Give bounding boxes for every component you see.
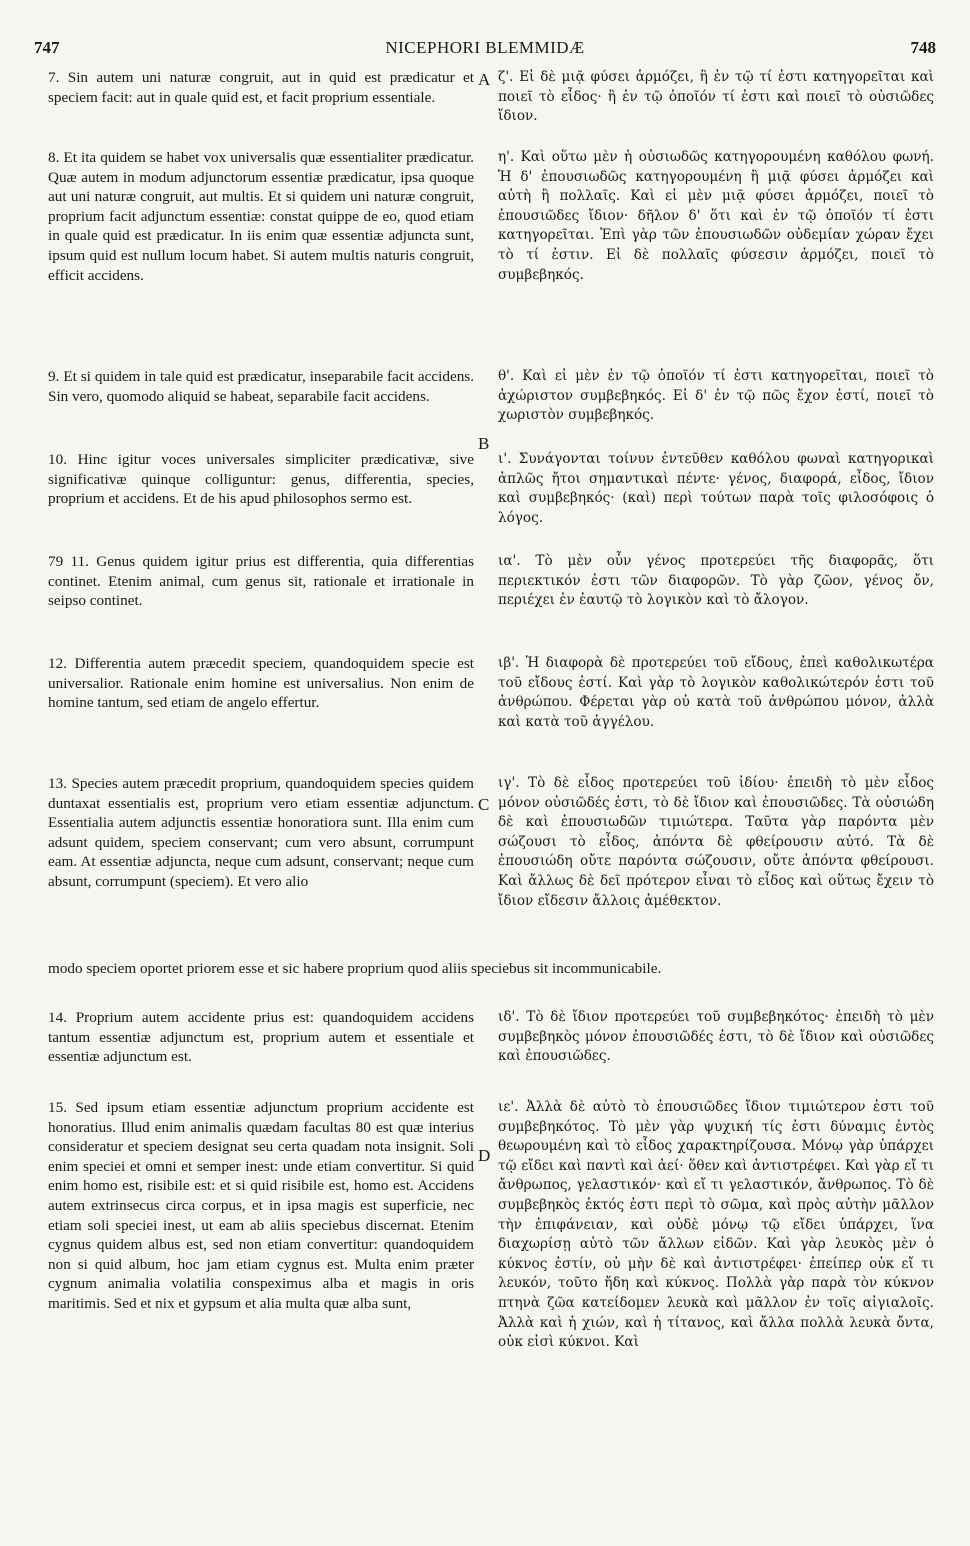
- latin-paragraph-9: 9. Et si quidem in tale quid est prædicatur, inseparabile facit accidens. Sin vero, quomodo aliquid se habeat, separabile facit accidens.: [48, 368, 474, 405]
- latin-paragraph-7: 7. Sin autem uni naturæ congruit, aut in quid est prædicatur et speciem facit: aut in quale quid est, et facit proprium essentiale.: [48, 69, 474, 106]
- running-title: NICEPHORI BLEMMIDÆ: [385, 38, 585, 57]
- greek-paragraph-9: θ'. Καὶ εἰ μὲν ἐν τῷ ὁποῖόν τί ἐστι κατηγορεῖται, ποιεῖ τὸ ἀχώριστον συμβεβηκός. Εἰ δ' ἐν τῷ πῶς ἔχον ἐστί, ποιεῖ τὸ χωριστὸν συμβεβηκός.: [498, 368, 934, 424]
- latin-paragraph-13: 13. Species autem præcedit proprium, quandoquidem species quidem duntaxat essentialis est, proprium vero etiam essentiæ adjunctum. Essentialia autem adjunctis essentiæ honoratiora sunt. Illa enim cum adsunt quidem, speciem conservant; cum vero absunt, corrumpunt eam. At essentiæ adjuncta, neque cum adsunt, conservant; neque cum absunt, corrumpunt (speciem). Et vero alio: [48, 775, 474, 890]
- margin-marker-b: B: [478, 434, 490, 453]
- greek-paragraph-13: ιγ'. Τὸ δὲ εἶδος προτερεύει τοῦ ἰδίου· ἐπειδὴ τὸ μὲν εἶδος μόνον οὐσιῶδές ἐστι, τὸ δὲ ἴδιον καὶ ἐπουσιῶδες. Τὰ οὐσιώδη δὲ καὶ ἐπουσιωδῶν τιμιώτερα. Ταῦτα γὰρ παρόντα μὲν σώζουσι τὸ εἶδος, ἀπόντα δὲ φθείρουσιν αὐτό. Τὰ δὲ ἐπουσιώδη οὔτε παρόντα σώζουσιν, οὔτε ἀπόντα φθείρουσι. Καὶ ἄλλως δὲ δεῖ πρότερον εἶναι τὸ εἶδος καὶ οὕτως ἔχειν τὸ ἴδιον εἴδεσιν ἄλλοις ἀμέθεκτον.: [498, 775, 934, 909]
- greek-paragraph-8: η'. Καὶ οὕτω μὲν ἡ οὐσιωδῶς κατηγορουμένη καθόλου φωνή. Ἡ δ' ἐπουσιωδῶς κατηγορουμένη ἢ μιᾷ φύσει ἁρμόζει καὶ αὐτὴ ἢ πολλαῖς. Καὶ εἰ μὲν μιᾷ φύσει ἁρμόζει, ποιεῖ τὸ ἐπουσιῶδες ἴδιον· δῆλον δ' ὅτι καὶ ἐν τῷ ὁποῖόν τί ἐστι κατηγορεῖται. Ἐπὶ γὰρ τῶν ἐπουσιωδῶν οὐδεμίαν χώραν ἔχει τὸ τί ἐστιν. Εἰ δὲ πολλαῖς φύσεσιν ἁρμόζει, ποιεῖ τὸ συμβεβηκός.: [498, 149, 934, 283]
- page-header: [34, 38, 936, 62]
- latin-paragraph-10: 10. Hinc igitur voces universales simpliciter prædicativæ, sive significativæ quinque colliguntur: genus, differentia, species, proprium et accidens. Et de his apud philosophos sermo est.: [48, 451, 474, 508]
- margin-marker-d: D: [478, 1146, 491, 1165]
- greek-paragraph-7: ζ'. Εἰ δὲ μιᾷ φύσει ἁρμόζει, ἢ ἐν τῷ τί ἐστι κατηγορεῖται καὶ ποιεῖ τὸ εἶδος· ἢ ἐν τῷ ὁποῖόν τί ἐστι καὶ ποιεῖ τὸ οὐσιῶδες ἴδιον.: [498, 69, 934, 125]
- margin-marker-a: A: [478, 70, 491, 89]
- greek-paragraph-12: ιβ'. Ἡ διαφορὰ δὲ προτερεύει τοῦ εἴδους, ἐπεὶ καθολικωτέρα τοῦ εἴδους ἐστί. Καὶ γὰρ τὸ λογικὸν καθολικώτερόν ἐστι τοῦ ἀνθρώπου. Φέρεται γὰρ οὐ κατὰ τοῦ ἀνθρώπου μόνον, ἀλλὰ καὶ κατὰ τοῦ ἀγγέλου.: [498, 655, 934, 730]
- latin-paragraph-12: 12. Differentia autem præcedit speciem, quandoquidem specie est universalior. Rationale enim homine est universalius. Non enim de homine tantum, sed etiam de angelo effertur.: [48, 655, 474, 712]
- latin-paragraph-14: 14. Proprium autem accidente prius est: quandoquidem accidens tantum essentiæ adjunctum est, proprium autem et essentiale et essentiæ adjunctum est.: [48, 1009, 474, 1066]
- latin-spanning-line: modo speciem oportet priorem esse et sic habere proprium quod aliis speciebus sit incommunicabile.: [48, 960, 662, 977]
- greek-paragraph-11: ια'. Τὸ μὲν οὖν γένος προτερεύει τῆς διαφορᾶς, ὅτι περιεκτικόν ἐστι τῶν διαφορῶν. Τὸ γὰρ ζῶον, γένος ὄν, περιέχει ἐν ἑαυτῷ τὸ λογικὸν καὶ τὸ ἄλογον.: [498, 553, 934, 609]
- latin-paragraph-15: 15. Sed ipsum etiam essentiæ adjunctum proprium accidente est honoratius. Illud enim animalis quædam facultas 80 est quæ interius consideratur et speciem designat seu certa quadam nota insignit. Soli enim speciei et omni et semper inest: unde etiam convertitur. Si quid enim homo est, risibile est: et si quid risibile est, homo est. Accidens autem extrinsecus circa corpus, et in ipsa magis est superficie, nec etiam soli speciei inest, ut eam ab aliis speciebus discernat. Etenim cygnus quidem albus est, sed non etiam convertitur: quandoquidem non si quid album, hoc jam etiam cygnus est. Multa enim præter cygnum animalia volatilia conspeximus alba et magis in oris maritimis. Sed et nix et gypsum et alia multa quæ alba sunt,: [48, 1099, 474, 1312]
- margin-marker-c: C: [478, 795, 490, 814]
- greek-paragraph-14: ιδ'. Τὸ δὲ ἴδιον προτερεύει τοῦ συμβεβηκότος· ἐπειδὴ τὸ μὲν συμβεβηκὸς μόνον ἐπουσιῶδές ἐστι, τὸ δὲ ἴδιον καὶ οὐσιῶδες καὶ ἐπουσιῶδες.: [498, 1009, 934, 1065]
- latin-paragraph-8: 8. Et ita quidem se habet vox universalis quæ essentialiter prædicatur. Quæ autem in modum adjunctorum essentiæ prædicatur, ipsa quoque aut uni naturæ congruit, aut multis. Et si quidem uni naturæ congruit, proprium facit adjunctum essentiæ: constat quippe de eo, quod etiam in quale quid est prædicatur. In iis enim quæ essentiæ adjuncta sunt, ipsum quid est nullum locum habet. Si autem multis naturis congruit, efficit accidens.: [48, 149, 474, 284]
- page-number-left: 747: [34, 38, 60, 57]
- greek-paragraph-10: ι'. Συνάγονται τοίνυν ἐντεῦθεν καθόλου φωναὶ κατηγορικαὶ ἁπλῶς ἤτοι σημαντικαὶ πέντε· γένος, διαφορά, εἶδος, ἴδιον καὶ συμβεβηκός· (καὶ) περὶ τούτων παρὰ τοῖς φιλοσόφοις ὁ λόγος.: [498, 451, 934, 526]
- greek-paragraph-15: ιε'. Ἀλλὰ δὲ αὐτὸ τὸ ἐπουσιῶδες ἴδιον τιμιώτερον ἐστι τοῦ συμβεβηκότος. Τὸ μὲν γὰρ ψυχική τίς ἐστι δύναμις ἐντὸς θεωρουμένη καὶ τὸ εἶδος χαρακτηρίζουσα. Μόνῳ γὰρ ὑπάρχει τῷ εἴδει καὶ παντὶ καὶ ἀεί· ὅθεν καὶ ἀντιστρέφει. Καὶ γὰρ εἴ τι ἄνθρωπος, γελαστικόν· καὶ εἴ τι γελαστικόν, ἄνθρωπος. Τὸ δὲ συμβεβηκὸς ἐκτός ἐστι περὶ τὸ σῶμα, καὶ πρὸς αὐτὴν μᾶλλον τὴν ἐπιφάνειαν, καὶ οὐδὲ μόνῳ τῷ εἴδει ὑπάρχει, ἵνα διαχωρίσῃ αὐτὸ τῶν ἄλλων εἰδῶν. Καὶ γὰρ λευκὸς μὲν ὁ κύκνος ἐστίν, οὐ μὴν δὲ καὶ ἀντιστρέφει· ἐπείπερ οὐκ εἴ τι λευκόν, τοῦτο ἤδη καὶ κύκνος. Πολλὰ γὰρ παρὰ τὸν κύκνον πτηνὰ ζῶα κατείδομεν λευκὰ καὶ μᾶλλον ἐν τοῖς αἰγιαλοῖς. Ἀλλὰ καὶ ἡ χιών, καὶ ἡ τίτανος, καὶ ἄλλα πολλὰ λευκὰ ὄντα, οὐκ εἰσὶ κύκνοι. Καὶ: [498, 1099, 934, 1351]
- latin-paragraph-11: 79 11. Genus quidem igitur prius est differentia, quia differentias continet. Etenim animal, cum genus sit, rationale et irrationale in seipso continet.: [48, 553, 474, 610]
- page-number-right: 748: [910, 38, 936, 57]
